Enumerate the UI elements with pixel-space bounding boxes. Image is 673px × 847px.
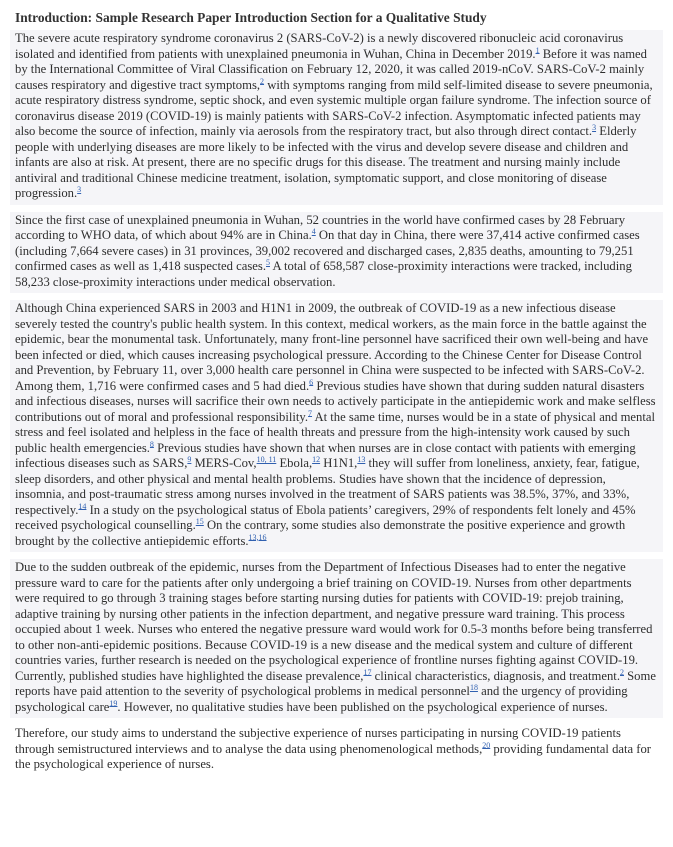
paragraph-text: they will suffer from loneliness, anxiety, fear, fatigue, sleep disorders, and other physical and mental health problems. Studies have shown that the incidence of depression, insomnia, and post-traumatic stress among nurses involved in the treatment of SARS patients was 38.5%, 37%, and 33%, respectively. xyxy=(15,456,640,517)
paragraph-text: Therefore, our study aims to understand the subjective experience of nurses participating in nursing COVID-19 patients through semistructured interviews and to analyse the data using phenomenological methods, xyxy=(15,726,621,756)
citation-link[interactable]: 9 xyxy=(187,454,192,464)
citation-link[interactable]: 6 xyxy=(309,377,314,387)
citation-link[interactable]: 8 xyxy=(149,439,154,449)
citation-link[interactable]: 2 xyxy=(619,667,624,677)
document-body xyxy=(10,30,663,776)
citation-link[interactable]: 13 xyxy=(357,454,366,464)
paragraph-text: providing fundamental data for the psychological experience of nurses. xyxy=(15,741,652,771)
paragraph-text: On that day in China, there were 37,414 active confirmed cases (including 7,664 severe cases) in 31 provinces, 39,002 recovered and discharged cases, 2,835 deaths, amounting to 79,251 confirmed cases as well as 1,418 suspected cases. xyxy=(15,228,640,273)
section-heading xyxy=(15,9,663,26)
paragraph-text: and the urgency of providing psychological care xyxy=(15,684,628,714)
citation-link[interactable]: 13,16 xyxy=(248,532,267,542)
citation-link[interactable]: 20 xyxy=(482,740,491,750)
citation-link[interactable]: 14 xyxy=(78,501,87,511)
citation-link[interactable]: 1 xyxy=(535,45,540,55)
heading-label: Introduction: xyxy=(15,10,93,25)
paragraph-text: In a study on the psychological status of Ebola patients’ caregivers, 29% of respondents felt lonely and 45% received psychological counselling. xyxy=(15,502,636,532)
paragraph xyxy=(10,30,663,205)
citation-link[interactable]: 19 xyxy=(109,698,118,708)
paragraph-text: Although China experienced SARS in 2003 and H1N1 in 2009, the outbreak of COVID-19 as a new infectious disease severely tested the country's public health system. In this context, medical workers, as the main force in the battle against the epidemic, bear the monumental task. Unfortunately, many front-line personnel have sacrificed their own well-being and have been infected or died, which causes increasing psychological pressure. According to the Chinese Center for Disease Control and Prevention, by February 11, over 3,000 health care personnel in China were suspected to be infected with SARS-CoV-2. Among them, 1,716 were confirmed cases and 5 had died. xyxy=(15,301,649,393)
citation-link[interactable]: 3 xyxy=(77,184,82,194)
paragraph-text: The severe acute respiratory syndrome coronavirus 2 (SARS-CoV-2) is a newly discovered ribonucleic acid coronavirus isolated and identified from patients with unexplained pneumonia in Wuhan, China in December 2019. xyxy=(15,31,624,61)
paragraph-text: Before it was named by the International Committee of Viral Classification on February 12, 2020, it was called 2019-nCoV. SARS-CoV-2 mainly causes respiratory and digestive tract symptoms, xyxy=(15,46,647,92)
paragraph-text: H1N1, xyxy=(320,456,358,470)
citation-link[interactable]: 15 xyxy=(195,516,204,526)
paragraph-text: Some reports have paid attention to the severity of psychological problems in medical personnel xyxy=(15,668,656,698)
paragraph xyxy=(10,559,663,718)
paragraph-text: with symptoms ranging from mild self-limited disease to severe pneumonia, acute respiratory distress syndrome, septic shock, and even systemic multiple organ failure syndrome. The infection source of coronavirus disease 2019 (COVID-19) is mainly patients with SARS-CoV-2 infection. Asymptomatic infected patients may also become the source of infection, mainly via aerosols from the respiratory tract, but also through direct contact. xyxy=(15,77,653,138)
citation-link[interactable]: 10, 11 xyxy=(256,454,277,464)
paragraph-text: A total of 658,587 close-proximity interactions were tracked, including 58,233 close-proximity interactions under medical observation. xyxy=(15,259,632,289)
citation-link[interactable]: 12 xyxy=(312,454,321,464)
citation-link[interactable]: 2 xyxy=(260,76,265,86)
paragraph-text: Previous studies have shown that when nurses are in close contact with patients with emerging infectious diseases such as SARS, xyxy=(15,440,636,470)
paragraph xyxy=(10,725,663,776)
paragraph-text: Previous studies have shown that during sudden natural disasters and infectious diseases, nurses will sacrifice their own needs to actively participate in the antiepidemic work and make selfless contributions out of moral and professional responsibility. xyxy=(15,378,656,424)
paragraph-text: At the same time, nurses would be in a state of physical and mental stress and feel isolated and helpless in the face of health threats and pressure from the high-intensity work caused by such public health emergencies. xyxy=(15,409,656,455)
paragraph-text: . However, no qualitative studies have been published on the psychological experience of nurses. xyxy=(117,699,608,714)
paragraph-text: clinical characteristics, diagnosis, and treatment. xyxy=(371,668,620,683)
citation-link[interactable]: 5 xyxy=(265,257,270,267)
citation-link[interactable]: 7 xyxy=(308,408,313,418)
paragraph xyxy=(10,212,663,294)
paragraph xyxy=(10,300,663,552)
paragraph-text: Due to the sudden outbreak of the epidemic, nurses from the Department of Infectious Diseases had to enter the negative pressure ward to care for the patients after only undergoing a brief training on COVID-19. Nurses from other departments were required to go through 3 training stages before starting nursing duties for patients with COVID-19: prejob training, adaptive training by nursing other patients in the infection department, and negative pressure ward training. This process occupied about 1 week. Nurses who entered the negative pressure ward would work for 0.5-3 months before being transferred to other non-anti-epidemic positions. Because COVID-19 is a new disease and the medical system and culture of different countries varies, further research is needed on the psychological experience of frontline nurses fighting against COVID-19. Currently, published studies have highlighted the disease prevalence, xyxy=(15,560,653,683)
paragraph-text: Elderly people with underlying diseases are more likely to be infected with the virus and develop severe disease and children and infants are also at risk. At present, there are no specific drugs for this disease. The treatment and nursing mainly include antiviral and traditional Chinese medicine treatment, isolation, symptomatic support, and close monitoring of disease progression. xyxy=(15,124,637,200)
paragraph-text: Ebola, xyxy=(276,456,313,470)
citation-link[interactable]: 17 xyxy=(363,667,372,677)
citation-link[interactable]: 18 xyxy=(469,682,478,692)
paragraph-text: Since the first case of unexplained pneumonia in Wuhan, 52 countries in the world have confirmed cases by 28 February according to WHO data, of which about 94% are in China. xyxy=(15,212,626,242)
heading-title: Sample Research Paper Introduction Section for a Qualitative Study xyxy=(95,10,487,25)
paragraph-text: On the contrary, some studies also demonstrate the positive experience and growth brought by the collective antiepidemic efforts. xyxy=(15,518,626,548)
citation-link[interactable]: 4 xyxy=(311,226,316,236)
paragraph-text: MERS-Cov, xyxy=(191,456,257,470)
citation-link[interactable]: 3 xyxy=(592,122,597,132)
